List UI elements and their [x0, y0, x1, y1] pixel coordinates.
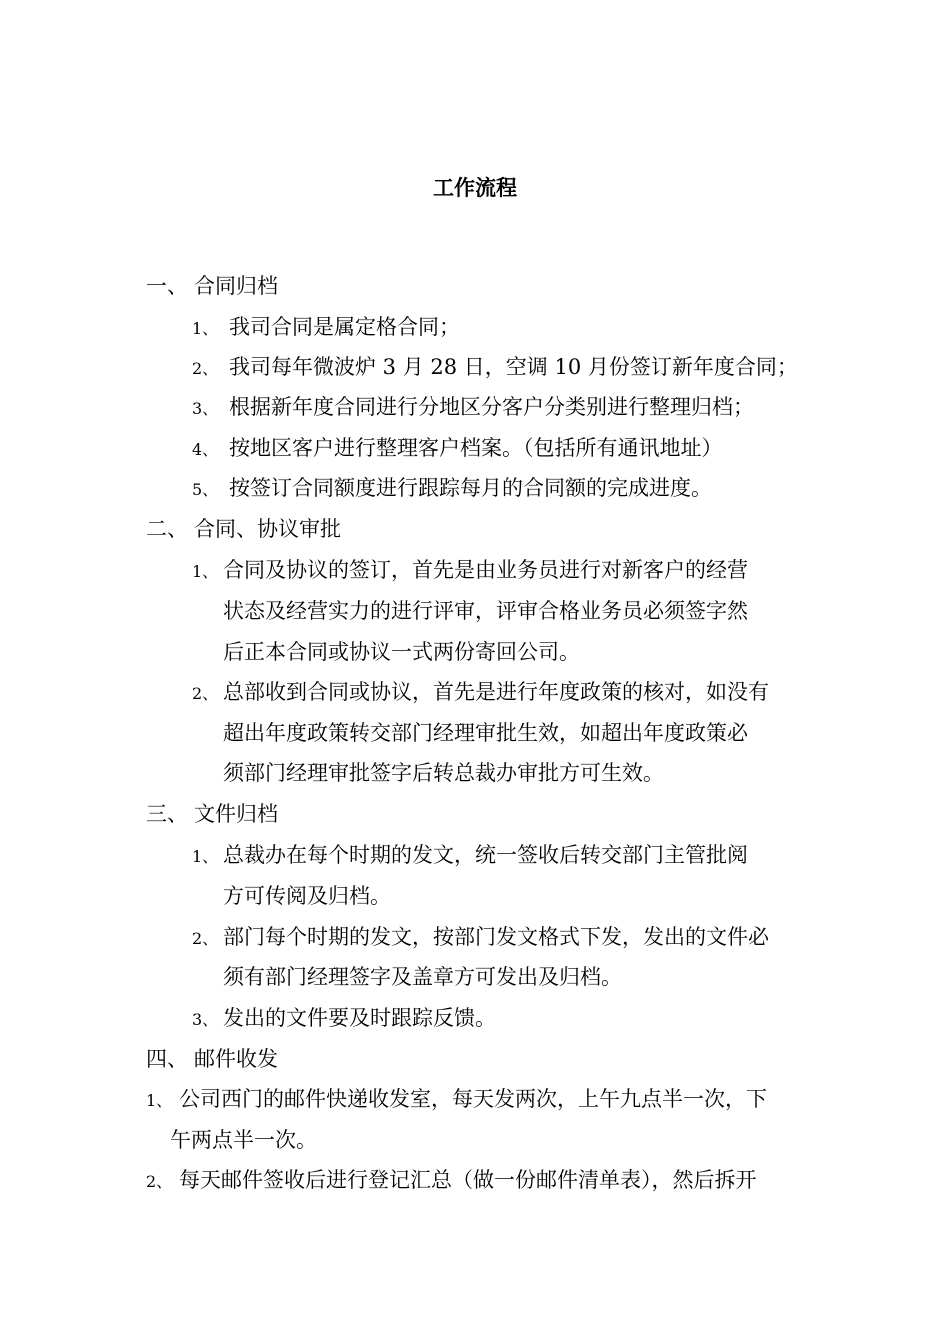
list-item-continuation: 后正本合同或协议一式两份寄回公司。: [223, 640, 580, 664]
list-item-continuation: 须有部门经理签字及盖章方可发出及归档。: [223, 965, 622, 989]
list-item: 3、 发出的文件要及时跟踪反馈。: [192, 1006, 496, 1030]
list-item-continuation: 午两点半一次。: [170, 1128, 317, 1152]
list-item: 2、 部门每个时期的发文，按部门发文格式下发，发出的文件必: [192, 925, 769, 949]
list-item: 2、 我司每年微波炉 3 月 28 日，空调 10 月份签订新年度合同；: [192, 355, 798, 379]
section-number: 二、: [146, 517, 188, 541]
section-heading: [146, 515, 341, 543]
section-number: 一、: [146, 274, 188, 298]
section-heading: [146, 800, 278, 828]
section-heading: [146, 272, 278, 300]
list-item: 5、 按签订合同额度进行跟踪每月的合同额的完成进度。: [192, 476, 712, 500]
section-title: 邮件收发: [194, 1047, 278, 1071]
list-item: 2、 每天邮件签收后进行登记汇总（做一份邮件清单表），然后拆开: [146, 1168, 757, 1192]
list-item: 1、 公司西门的邮件快递收发室，每天发两次，上午九点半一次，下: [146, 1087, 767, 1111]
list-item: 1、 总裁办在每个时期的发文，统一签收后转交部门主管批阅: [192, 843, 748, 867]
list-item-continuation: 方可传阅及归档。: [223, 884, 391, 908]
document-title: 工作流程: [433, 175, 517, 200]
list-item: 2、 总部收到合同或协议，首先是进行年度政策的核对，如没有: [192, 680, 769, 704]
list-item-continuation: 超出年度政策转交部门经理审批生效，如超出年度政策必: [223, 721, 748, 745]
list-item: 1、 合同及协议的签订，首先是由业务员进行对新客户的经营: [192, 558, 748, 582]
section-title: 合同归档: [194, 274, 278, 298]
list-item-continuation: 须部门经理审批签字后转总裁办审批方可生效。: [223, 761, 664, 785]
section-title: 文件归档: [194, 802, 278, 826]
list-item: 1、 我司合同是属定格合同；: [192, 315, 460, 339]
list-item: 3、 根据新年度合同进行分地区分客户分类别进行整理归档；: [192, 395, 754, 419]
section-number: 四、: [146, 1047, 188, 1071]
section-number: 三、: [146, 802, 188, 826]
section-title: 合同、协议审批: [194, 517, 341, 541]
section-heading: [146, 1045, 278, 1073]
list-item-continuation: 状态及经营实力的进行评审，评审合格业务员必须签字然: [223, 599, 748, 623]
list-item: 4、 按地区客户进行整理客户档案。（包括所有通讯地址）: [192, 436, 723, 460]
